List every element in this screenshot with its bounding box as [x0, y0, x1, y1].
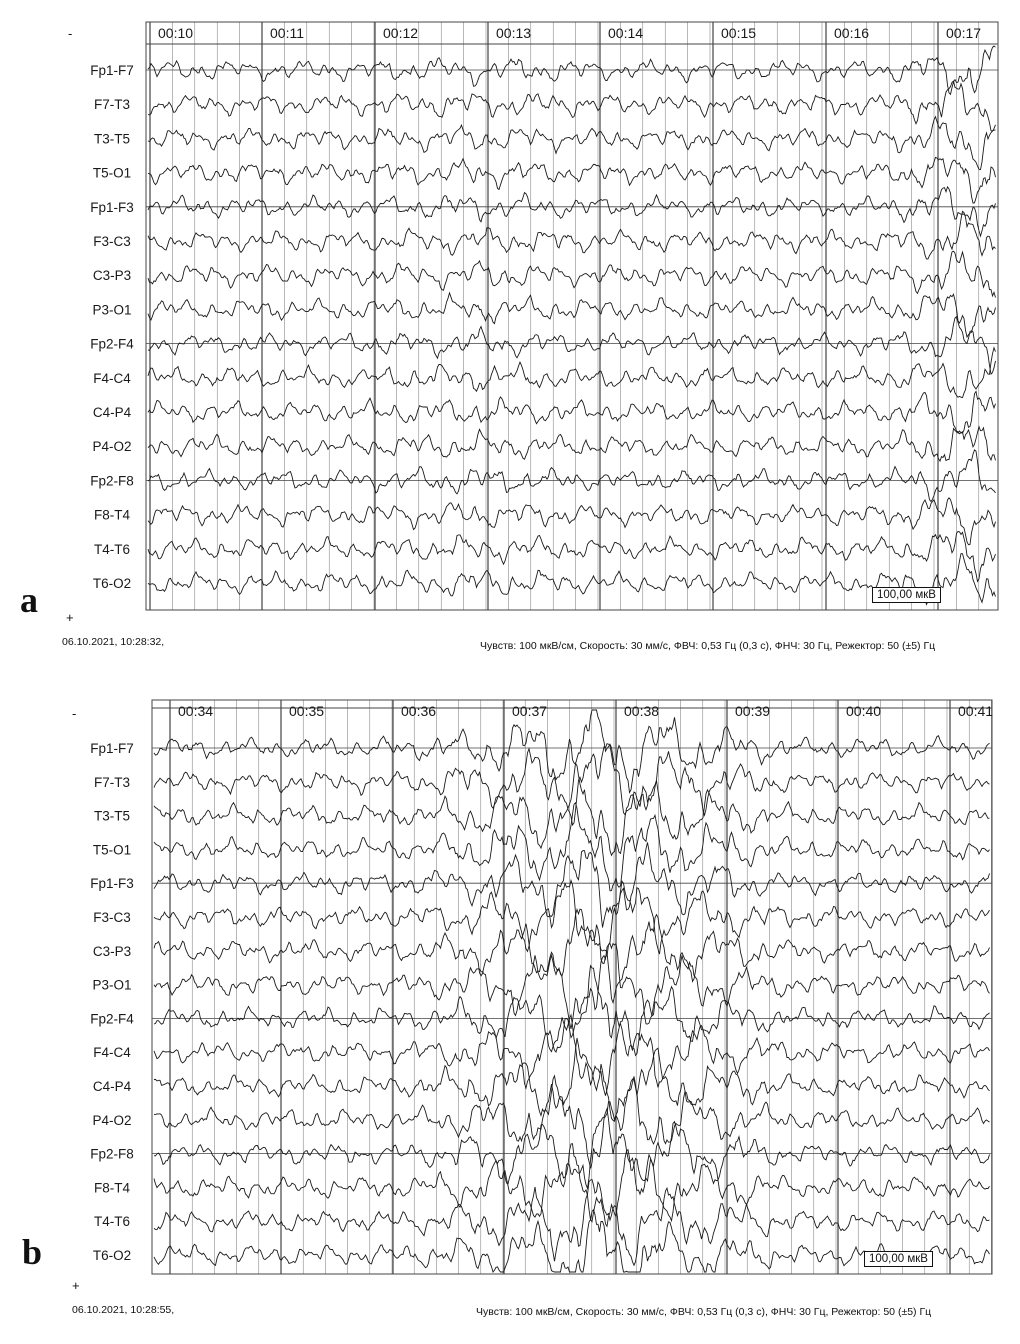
channel-label: F7-T3 [93, 97, 131, 113]
eeg-trace-t3-t5 [148, 117, 996, 170]
channel-label: T6-O2 [92, 576, 132, 591]
eeg-trace-fp2-f8 [154, 1109, 990, 1194]
eeg-trace-fp2-f8 [148, 450, 996, 502]
recording-timestamp: 06.10.2021, 10:28:55, [72, 1304, 175, 1316]
eeg-trace-f7-t3 [148, 81, 996, 131]
eeg-trace-fp1-f3 [154, 843, 990, 928]
channel-label: F4-C4 [93, 1045, 131, 1061]
polarity-top-sign: - [72, 706, 77, 721]
time-tick-label: 00:39 [735, 703, 771, 719]
channel-label: P4-O2 [92, 439, 132, 455]
time-tick-label: 00:11 [270, 25, 304, 41]
channel-label: F4-C4 [93, 370, 131, 386]
channel-label: F3-C3 [93, 910, 131, 925]
eeg-trace-fp2-f4 [154, 966, 990, 1056]
eeg-trace-p3-o1 [148, 293, 996, 337]
channel-label: C4-P4 [92, 405, 132, 420]
channel-label: T4-T6 [93, 1214, 131, 1230]
channel-label: F7-T3 [93, 774, 131, 790]
time-tick-label: 00:10 [158, 25, 194, 41]
eeg-trace-p3-o1 [154, 944, 990, 1029]
channel-label: T3-T5 [93, 131, 131, 147]
channel-label: Fp2-F4 [90, 336, 134, 352]
recording-parameters: Чувств: 100 мкВ/см, Скорость: 30 мм/с, ФВЧ: 0,53 Гц (0,3 с), ФНЧ: 30 Гц, Режектор: 50 (±5) Гц [476, 1306, 932, 1318]
eeg-trace-f3-c3 [148, 211, 996, 259]
channel-label: Fp1-F3 [90, 199, 134, 215]
time-tick-label: 00:40 [846, 703, 882, 719]
channel-label: F3-C3 [93, 234, 131, 249]
eeg-trace-p4-o2 [154, 1076, 990, 1169]
time-tick-label: 00:37 [512, 703, 548, 719]
time-tick-label: 00:36 [401, 703, 437, 719]
eeg-trace-f8-t4 [154, 1144, 990, 1227]
eeg-trace-c3-p3 [154, 909, 990, 1002]
eeg-trace-fp1-f7 [154, 710, 990, 793]
channel-label: T4-T6 [93, 541, 131, 557]
eeg-panel-b [0, 672, 1020, 1344]
channel-label: Fp1-F7 [90, 63, 134, 78]
time-tick-label: 00:17 [946, 25, 982, 41]
time-tick-label: 00:16 [834, 25, 870, 41]
eeg-trace-p4-o2 [148, 427, 996, 462]
polarity-bottom-sign: + [66, 610, 74, 625]
channel-label: F8-T4 [93, 1180, 131, 1196]
scale-label: 100,00 мкВ [872, 587, 941, 603]
eeg-trace-c4-p4 [148, 391, 996, 433]
eeg-trace-fp1-f3 [148, 187, 996, 236]
channel-label: C4-P4 [92, 1079, 132, 1094]
time-tick-label: 00:34 [178, 703, 214, 719]
panel-label: a [20, 580, 38, 620]
channel-label: T5-O1 [92, 842, 132, 858]
time-tick-label: 00:38 [624, 703, 660, 719]
channel-label: Fp2-F8 [90, 1146, 134, 1162]
channel-label: Fp2-F4 [90, 1011, 134, 1027]
channel-label: T3-T5 [93, 808, 131, 824]
recording-parameters: Чувств: 100 мкВ/см, Скорость: 30 мм/с, ФВЧ: 0,53 Гц (0,3 с), ФНЧ: 30 Гц, Режектор: 50 (±5) Гц [480, 640, 936, 652]
polarity-top-sign: - [68, 26, 73, 41]
eeg-trace-c3-p3 [148, 251, 996, 297]
eeg-trace-t4-t6 [148, 531, 996, 581]
eeg-chart-b [0, 672, 1020, 1344]
recording-timestamp: 06.10.2021, 10:28:32, [62, 636, 165, 648]
channel-label: P3-O1 [92, 302, 132, 318]
eeg-trace-f3-c3 [154, 880, 990, 963]
channel-label: Fp1-F7 [90, 741, 134, 756]
channel-label: P3-O1 [92, 977, 132, 993]
channel-label: C3-P3 [92, 943, 132, 959]
scale-label: 100,00 мкВ [864, 1251, 933, 1267]
channel-label: P4-O2 [92, 1112, 132, 1128]
polarity-bottom-sign: + [72, 1278, 80, 1293]
eeg-trace-f8-t4 [148, 498, 996, 545]
channel-label: T5-O1 [92, 165, 132, 181]
time-tick-label: 00:13 [496, 25, 532, 41]
channel-label: T6-O2 [92, 1248, 132, 1263]
channel-label: C3-P3 [92, 268, 132, 284]
time-tick-label: 00:12 [383, 25, 419, 41]
channel-label: F8-T4 [93, 507, 131, 523]
time-tick-label: 00:15 [721, 25, 757, 41]
panel-label: b [22, 1232, 43, 1272]
time-tick-label: 00:14 [608, 25, 644, 41]
channel-label: Fp1-F3 [90, 876, 134, 892]
time-tick-label: 00:35 [289, 703, 325, 719]
eeg-trace-f4-c4 [148, 348, 996, 398]
channel-label: Fp2-F8 [90, 473, 134, 489]
time-tick-label: 00:41 [958, 703, 994, 719]
eeg-trace-t6-o2 [148, 554, 996, 605]
eeg-trace-t5-o1 [154, 803, 990, 891]
chart-frame [146, 22, 998, 610]
eeg-trace-fp2-f4 [148, 317, 996, 374]
